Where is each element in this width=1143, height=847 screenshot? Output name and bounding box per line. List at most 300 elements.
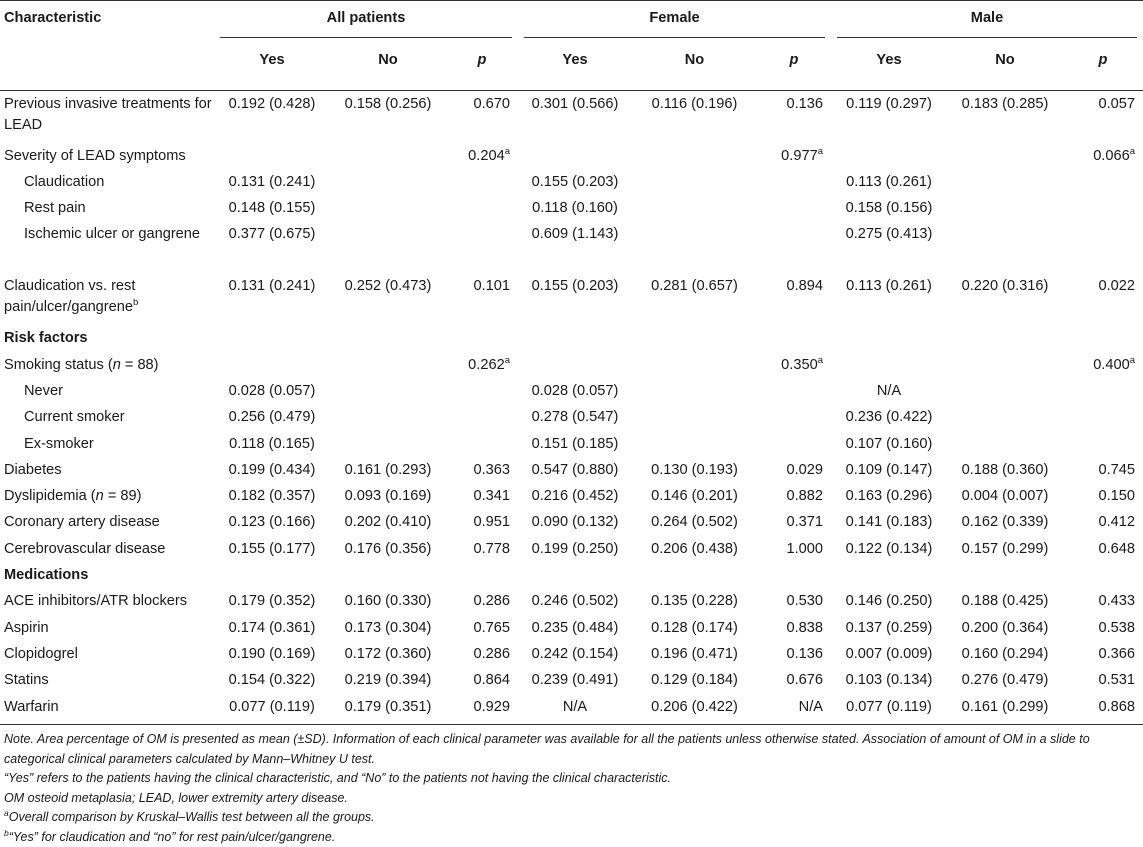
p-value-cell	[446, 169, 518, 195]
row-label-text: Cerebrovascular disease	[4, 541, 165, 557]
row-label-text: Medications	[4, 567, 88, 583]
cell-value: 0.129 (0.184)	[651, 672, 738, 688]
cell-value: 0.136	[786, 96, 823, 112]
no-value-cell	[632, 221, 757, 273]
no-value-cell	[330, 352, 446, 378]
row-label-text: Severity of LEAD symptoms	[4, 148, 186, 164]
yes-value-cell	[214, 378, 330, 404]
table-row	[0, 143, 1143, 169]
cell-value: 0.235 (0.484)	[532, 620, 619, 636]
cell-value: 0.158 (0.256)	[345, 96, 432, 112]
p-value-cell	[757, 667, 831, 693]
cell-value: 0.199 (0.434)	[229, 462, 316, 478]
cell-value: 0.531	[1098, 672, 1135, 688]
p-value-cell	[446, 536, 518, 562]
p-value-cell	[757, 169, 831, 195]
p-value-cell	[1063, 667, 1143, 693]
row-label-text: Clopidogrel	[4, 646, 78, 662]
cell-value: 0.176 (0.356)	[345, 541, 432, 557]
cell-value: 0.155 (0.203)	[532, 174, 619, 190]
yes-value-cell	[831, 509, 947, 535]
group-header-all	[214, 1, 518, 47]
cell-value: 0.113 (0.261)	[846, 174, 932, 190]
p-value-cell	[446, 615, 518, 641]
no-value-cell	[330, 588, 446, 614]
note-method: Note. Area percentage of OM is presented as mean (±SD). Information of each clinical parameter was available for all the patients unless otherwise stated. Association of amount of OM in a slide to categorical clinical parameters calculated by Mann–Whitney U test.	[4, 730, 1140, 769]
cell-value: 0.123 (0.166)	[229, 514, 316, 530]
yes-value-cell	[214, 588, 330, 614]
group-header-female-label: Female	[524, 8, 825, 38]
note-abbreviations: OM osteoid metaplasia; LEAD, lower extremity artery disease.	[4, 789, 1140, 809]
p-value-cell	[446, 273, 518, 325]
section-row	[0, 325, 1143, 351]
yes-value-cell	[518, 431, 632, 457]
row-label	[0, 536, 214, 562]
no-value-cell	[947, 221, 1063, 273]
cell-value: 0.107 (0.160)	[846, 436, 933, 452]
p-value-cell	[1063, 641, 1143, 667]
yes-value-cell	[831, 457, 947, 483]
table-row	[0, 352, 1143, 378]
cell-value: 0.141 (0.183)	[846, 514, 933, 530]
table-row	[0, 536, 1143, 562]
cell-value: 0.057	[1098, 96, 1135, 112]
no-value-cell	[330, 667, 446, 693]
yes-value-cell	[831, 169, 947, 195]
row-label-text: Dyslipidemia (	[4, 488, 96, 504]
p-value-cell	[1063, 431, 1143, 457]
no-value-cell	[330, 273, 446, 325]
p-value-cell	[446, 509, 518, 535]
cell-value: 0.286	[473, 646, 510, 662]
cell-value: 0.765	[473, 620, 510, 636]
no-value-cell	[330, 457, 446, 483]
p-value-cell	[446, 143, 518, 169]
yes-value-cell	[831, 404, 947, 430]
cell-value: 0.109 (0.147)	[846, 462, 933, 478]
cell-value: 0.264 (0.502)	[651, 514, 738, 530]
cell-value: 0.103 (0.134)	[846, 672, 933, 688]
table-row	[0, 641, 1143, 667]
cell-value: 0.778	[473, 541, 510, 557]
cell-value: 0.676	[786, 672, 823, 688]
row-label	[0, 588, 214, 614]
row-label-text: Diabetes	[4, 462, 62, 478]
no-value-cell	[947, 667, 1063, 693]
cell-value: 0.118 (0.165)	[229, 436, 315, 452]
p-value-cell	[757, 378, 831, 404]
yes-value-cell	[214, 169, 330, 195]
cell-value: 0.838	[786, 620, 823, 636]
footnote-mark: a	[818, 146, 823, 157]
yes-value-cell	[214, 615, 330, 641]
cell-value: 0.868	[1098, 699, 1135, 715]
yes-value-cell	[214, 667, 330, 693]
cell-value: 0.262	[468, 357, 505, 373]
p-value-cell	[757, 195, 831, 221]
no-value-cell	[947, 615, 1063, 641]
table-row	[0, 483, 1143, 509]
p-value-cell	[1063, 273, 1143, 325]
p-value-cell	[1063, 169, 1143, 195]
footnote-mark: a	[1130, 146, 1135, 157]
row-label	[0, 143, 214, 169]
cell-value: 0.204	[468, 148, 505, 164]
cell-value: 0.206 (0.422)	[651, 699, 738, 715]
p-value-cell	[757, 641, 831, 667]
characteristic-header-label: Characteristic	[4, 8, 214, 37]
no-value-cell	[632, 588, 757, 614]
no-value-cell	[947, 352, 1063, 378]
cell-value: 0.341	[473, 488, 510, 504]
no-value-cell	[947, 509, 1063, 535]
table-row	[0, 169, 1143, 195]
p-value-cell	[757, 536, 831, 562]
section-label	[0, 562, 1143, 588]
p-value-cell	[757, 694, 831, 725]
row-label-text: Rest pain	[24, 200, 86, 216]
no-value-cell	[947, 378, 1063, 404]
yes-value-cell	[831, 91, 947, 143]
cell-value: 0.160 (0.294)	[962, 646, 1049, 662]
yes-value-cell	[518, 352, 632, 378]
no-value-cell	[330, 378, 446, 404]
row-label-text: = 89)	[104, 488, 142, 504]
yes-value-cell	[831, 195, 947, 221]
cell-value: 0.363	[473, 462, 510, 478]
no-value-cell	[330, 431, 446, 457]
no-value-cell	[632, 667, 757, 693]
cell-value: 0.148 (0.155)	[229, 200, 316, 216]
sub-header-p: p	[757, 46, 831, 91]
row-label	[0, 273, 214, 325]
section-label	[0, 325, 1143, 351]
yes-value-cell	[214, 509, 330, 535]
yes-value-cell	[831, 588, 947, 614]
p-value-cell	[446, 641, 518, 667]
yes-value-cell	[518, 169, 632, 195]
footnote-a-mark: a	[4, 808, 9, 818]
p-value-cell	[757, 509, 831, 535]
no-value-cell	[632, 641, 757, 667]
sub-header-yes: Yes	[518, 46, 632, 91]
cell-value: 0.412	[1098, 514, 1135, 530]
cell-value: 0.137 (0.259)	[846, 620, 933, 636]
cell-value: 0.275 (0.413)	[846, 226, 933, 242]
no-value-cell	[947, 457, 1063, 483]
no-value-cell	[632, 509, 757, 535]
p-value-cell	[757, 352, 831, 378]
row-label	[0, 221, 214, 273]
no-value-cell	[632, 404, 757, 430]
table-header	[0, 1, 1143, 91]
p-value-cell	[1063, 378, 1143, 404]
cell-value: 0.128 (0.174)	[651, 620, 738, 636]
table-row	[0, 378, 1143, 404]
p-value-cell	[757, 91, 831, 143]
footnote-b-mark: b	[4, 827, 9, 837]
cell-value: 0.118 (0.160)	[532, 200, 618, 216]
sub-header-p: p	[446, 46, 518, 91]
yes-value-cell	[214, 221, 330, 273]
cell-value: 0.093 (0.169)	[345, 488, 432, 504]
cell-value: 0.154 (0.322)	[229, 672, 316, 688]
row-label	[0, 195, 214, 221]
yes-value-cell	[214, 641, 330, 667]
yes-value-cell	[518, 91, 632, 143]
no-value-cell	[947, 483, 1063, 509]
cell-value: 0.172 (0.360)	[345, 646, 432, 662]
p-value-cell	[1063, 457, 1143, 483]
cell-value: 0.278 (0.547)	[532, 409, 619, 425]
no-value-cell	[632, 195, 757, 221]
cell-value: 0.116 (0.196)	[652, 96, 738, 112]
yes-value-cell	[831, 352, 947, 378]
yes-value-cell	[518, 694, 632, 725]
p-value-cell	[446, 404, 518, 430]
cell-value: 0.146 (0.201)	[651, 488, 738, 504]
p-value-cell	[446, 588, 518, 614]
cell-value: 0.538	[1098, 620, 1135, 636]
cell-value: 0.029	[786, 462, 823, 478]
p-value-cell	[757, 221, 831, 273]
cell-value: 0.146 (0.250)	[846, 593, 933, 609]
cell-value: 0.977	[781, 148, 818, 164]
p-value-cell	[757, 483, 831, 509]
yes-value-cell	[214, 483, 330, 509]
footnote-mark: a	[818, 355, 823, 366]
cell-value: 0.188 (0.360)	[962, 462, 1049, 478]
no-value-cell	[632, 169, 757, 195]
cell-value: N/A	[877, 383, 901, 399]
p-value-cell	[1063, 352, 1143, 378]
p-value-cell	[446, 195, 518, 221]
no-value-cell	[947, 404, 1063, 430]
p-value-cell	[757, 431, 831, 457]
yes-value-cell	[214, 457, 330, 483]
p-value-cell	[1063, 404, 1143, 430]
yes-value-cell	[831, 667, 947, 693]
row-label	[0, 431, 214, 457]
cell-value: 0.028 (0.057)	[532, 383, 619, 399]
p-value-cell	[446, 221, 518, 273]
row-label-text: Current smoker	[24, 409, 125, 425]
cell-value: 0.276 (0.479)	[962, 672, 1049, 688]
cell-value: 0.161 (0.299)	[962, 699, 1049, 715]
cell-value: 0.252 (0.473)	[345, 278, 432, 294]
p-value-cell	[757, 404, 831, 430]
row-label-text: Ex-smoker	[24, 436, 94, 452]
row-label-text: Warfarin	[4, 699, 59, 715]
p-value-cell	[1063, 694, 1143, 725]
cell-value: 0.101	[473, 278, 510, 294]
table-row	[0, 221, 1143, 273]
cell-value: 0.130 (0.193)	[651, 462, 738, 478]
p-value-cell	[1063, 509, 1143, 535]
table-row	[0, 667, 1143, 693]
yes-value-cell	[214, 195, 330, 221]
p-value-cell	[446, 91, 518, 143]
table-row	[0, 694, 1143, 725]
footnote-b-text: “Yes” for claudication and “no” for rest pain/ulcer/gangrene.	[9, 830, 336, 844]
cell-value: 0.216 (0.452)	[532, 488, 619, 504]
yes-value-cell	[518, 221, 632, 273]
no-value-cell	[947, 143, 1063, 169]
cell-value: 0.135 (0.228)	[651, 593, 738, 609]
no-value-cell	[632, 378, 757, 404]
footnote-mark: a	[1130, 355, 1135, 366]
yes-value-cell	[831, 143, 947, 169]
row-label	[0, 483, 214, 509]
row-label	[0, 91, 214, 143]
footnote-b	[4, 828, 1140, 847]
row-label-text: Previous invasive treatments for LEAD	[4, 96, 212, 133]
characteristic-header	[0, 1, 214, 47]
cell-value: 0.113 (0.261)	[846, 278, 932, 294]
cell-value: 0.202 (0.410)	[345, 514, 432, 530]
table-row	[0, 509, 1143, 535]
cell-value: 0.350	[781, 357, 818, 373]
no-value-cell	[330, 509, 446, 535]
cell-value: 0.951	[473, 514, 510, 530]
yes-value-cell	[214, 536, 330, 562]
cell-value: 0.163 (0.296)	[846, 488, 933, 504]
no-value-cell	[330, 143, 446, 169]
row-label-text: Never	[24, 383, 63, 399]
table-row	[0, 588, 1143, 614]
cell-value: 0.864	[473, 672, 510, 688]
cell-value: 0.160 (0.330)	[345, 593, 432, 609]
p-value-cell	[1063, 195, 1143, 221]
p-value-cell	[757, 143, 831, 169]
row-label	[0, 509, 214, 535]
cell-value: 0.206 (0.438)	[651, 541, 738, 557]
p-value-cell	[757, 273, 831, 325]
cell-value: 0.219 (0.394)	[345, 672, 432, 688]
no-value-cell	[947, 536, 1063, 562]
cell-value: 0.162 (0.339)	[962, 514, 1049, 530]
yes-value-cell	[214, 91, 330, 143]
p-value-cell	[446, 667, 518, 693]
cell-value: 0.745	[1098, 462, 1135, 478]
no-value-cell	[947, 169, 1063, 195]
yes-value-cell	[831, 615, 947, 641]
row-label-text: Smoking status (	[4, 357, 113, 373]
row-label	[0, 667, 214, 693]
no-value-cell	[330, 221, 446, 273]
p-value-cell	[1063, 536, 1143, 562]
yes-value-cell	[518, 667, 632, 693]
table-notes	[4, 730, 1140, 847]
table-row	[0, 431, 1143, 457]
no-value-cell	[632, 143, 757, 169]
yes-value-cell	[831, 536, 947, 562]
no-value-cell	[632, 483, 757, 509]
cell-value: 1.000	[786, 541, 823, 557]
cell-value: 0.256 (0.479)	[229, 409, 316, 425]
yes-value-cell	[831, 221, 947, 273]
p-value-cell	[446, 378, 518, 404]
row-label-text: = 88)	[121, 357, 159, 373]
no-value-cell	[330, 641, 446, 667]
row-label-n: n	[96, 488, 104, 504]
no-value-cell	[632, 431, 757, 457]
yes-value-cell	[831, 431, 947, 457]
no-value-cell	[632, 273, 757, 325]
cell-value: 0.151 (0.185)	[532, 436, 619, 452]
table-row	[0, 615, 1143, 641]
p-value-cell	[446, 431, 518, 457]
p-value-cell	[757, 457, 831, 483]
yes-value-cell	[214, 404, 330, 430]
yes-value-cell	[214, 352, 330, 378]
no-value-cell	[330, 195, 446, 221]
row-label-text: Risk factors	[4, 330, 88, 346]
row-label	[0, 352, 214, 378]
cell-value: 0.119 (0.297)	[846, 96, 932, 112]
cell-value: 0.196 (0.471)	[651, 646, 738, 662]
no-value-cell	[632, 352, 757, 378]
p-value-cell	[446, 483, 518, 509]
cell-value: 0.400	[1093, 357, 1130, 373]
sub-header-p: p	[1063, 46, 1143, 91]
no-value-cell	[632, 91, 757, 143]
row-label	[0, 615, 214, 641]
cell-value: 0.007 (0.009)	[846, 646, 933, 662]
p-value-cell	[1063, 143, 1143, 169]
table-row	[0, 273, 1143, 325]
no-value-cell	[330, 615, 446, 641]
cell-value: 0.246 (0.502)	[532, 593, 619, 609]
footnote-a	[4, 808, 1140, 828]
p-value-cell	[1063, 221, 1143, 273]
footnote-a-text: Overall comparison by Kruskal–Wallis test between all the groups.	[9, 810, 375, 824]
cell-value: 0.200 (0.364)	[962, 620, 1049, 636]
cell-value: 0.155 (0.203)	[532, 278, 619, 294]
cell-value: 0.192 (0.428)	[229, 96, 316, 112]
cell-value: 0.547 (0.880)	[532, 462, 619, 478]
row-label	[0, 404, 214, 430]
yes-value-cell	[831, 483, 947, 509]
sub-header-no: No	[330, 46, 446, 91]
row-label-text: ACE inhibitors/ATR blockers	[4, 593, 187, 609]
row-label	[0, 378, 214, 404]
no-value-cell	[330, 91, 446, 143]
p-value-cell	[446, 457, 518, 483]
p-value-cell	[1063, 615, 1143, 641]
cell-value: 0.179 (0.352)	[229, 593, 316, 609]
yes-value-cell	[518, 273, 632, 325]
cell-value: 0.648	[1098, 541, 1135, 557]
cell-value: 0.150	[1098, 488, 1135, 504]
cell-value: 0.371	[786, 514, 823, 530]
cell-value: 0.882	[786, 488, 823, 504]
no-value-cell	[947, 641, 1063, 667]
table-body	[0, 91, 1143, 725]
yes-value-cell	[518, 483, 632, 509]
cell-value: 0.236 (0.422)	[846, 409, 933, 425]
cell-value: 0.433	[1098, 593, 1135, 609]
cell-value: N/A	[563, 699, 587, 715]
row-label-text: Claudication vs. rest pain/ulcer/gangrene	[4, 278, 135, 315]
no-value-cell	[330, 404, 446, 430]
cell-value: 0.077 (0.119)	[846, 699, 932, 715]
sub-header-empty	[0, 46, 214, 91]
yes-value-cell	[214, 273, 330, 325]
cell-value: 0.161 (0.293)	[345, 462, 432, 478]
cell-value: 0.190 (0.169)	[229, 646, 316, 662]
p-value-cell	[446, 694, 518, 725]
